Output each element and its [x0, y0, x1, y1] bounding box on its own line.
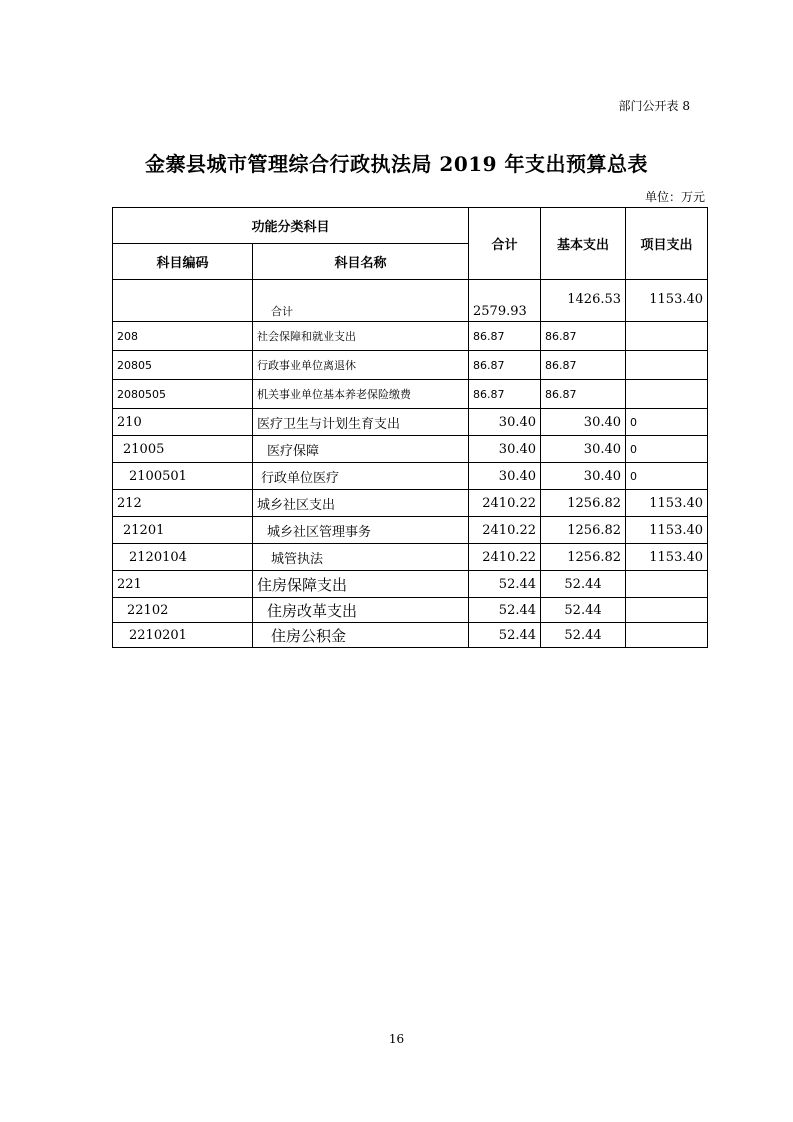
- table-row: [113, 490, 708, 517]
- page-title: 金寨县城市管理综合行政执法局 2019 年支出预算总表: [144, 152, 649, 176]
- row-code: 2080505: [113, 380, 253, 409]
- row-basic: 30.40: [541, 463, 626, 490]
- row-name: 城乡社区管理事务: [253, 517, 469, 544]
- row-basic: 1256.82: [541, 544, 626, 571]
- row-name: 机关事业单位基本养老保险缴费: [253, 380, 469, 409]
- row-basic: 86.87: [541, 380, 626, 409]
- row-total: 52.44: [469, 623, 541, 648]
- row-name: 社会保障和就业支出: [253, 322, 469, 351]
- form-number: 部门公开表 8: [618, 99, 690, 113]
- row-total: 30.40: [469, 436, 541, 463]
- row-basic: 86.87: [541, 322, 626, 351]
- header-project: 项目支出: [626, 208, 708, 280]
- row-code: 208: [113, 322, 253, 351]
- row-name: 医疗卫生与计划生育支出: [253, 409, 469, 436]
- total-total: 2579.93: [469, 280, 541, 322]
- table-row: [113, 351, 708, 380]
- table-row: [113, 463, 708, 490]
- row-code: 2210201: [113, 623, 253, 648]
- header-category: 功能分类科目: [113, 208, 469, 244]
- row-code: 2100501: [113, 463, 253, 490]
- row-project: [626, 380, 708, 409]
- table-row: [113, 436, 708, 463]
- row-project: [626, 571, 708, 598]
- row-total: 86.87: [469, 322, 541, 351]
- header-code: 科目编码: [113, 244, 253, 280]
- row-total: 2410.22: [469, 544, 541, 571]
- row-project: [626, 623, 708, 648]
- table-row: [113, 544, 708, 571]
- row-project: [626, 598, 708, 623]
- row-code: 21201: [113, 517, 253, 544]
- table-row: [113, 598, 708, 623]
- row-project: 0: [626, 409, 708, 436]
- unit-label: 单位：万元: [644, 190, 705, 204]
- row-total: 2410.22: [469, 490, 541, 517]
- row-name: 住房改革支出: [253, 598, 469, 623]
- row-code: 2120104: [113, 544, 253, 571]
- row-total: 2410.22: [469, 517, 541, 544]
- row-project: 1153.40: [626, 517, 708, 544]
- total-row: [113, 280, 708, 322]
- header-total: 合计: [469, 208, 541, 280]
- total-project: 1153.40: [626, 280, 708, 322]
- total-code-cell: [113, 280, 253, 322]
- table-row: [113, 623, 708, 648]
- row-basic: 1256.82: [541, 517, 626, 544]
- row-name: 行政事业单位离退休: [253, 351, 469, 380]
- row-project: 1153.40: [626, 544, 708, 571]
- row-code: 21005: [113, 436, 253, 463]
- table-row: [113, 517, 708, 544]
- row-name: 城管执法: [253, 544, 469, 571]
- total-label: 合计: [253, 280, 469, 322]
- table-row: [113, 322, 708, 351]
- row-basic: 30.40: [541, 409, 626, 436]
- row-total: 86.87: [469, 380, 541, 409]
- row-basic: 52.44: [541, 598, 626, 623]
- row-total: 30.40: [469, 409, 541, 436]
- row-code: 22102: [113, 598, 253, 623]
- total-basic: 1426.53: [541, 280, 626, 322]
- row-code: 210: [113, 409, 253, 436]
- page-number: 16: [388, 1032, 405, 1046]
- table-row: [113, 380, 708, 409]
- row-total: 86.87: [469, 351, 541, 380]
- row-project: 0: [626, 463, 708, 490]
- row-code: 20805: [113, 351, 253, 380]
- row-name: 住房公积金: [253, 623, 469, 648]
- row-total: 52.44: [469, 571, 541, 598]
- row-basic: 86.87: [541, 351, 626, 380]
- row-name: 行政单位医疗: [253, 463, 469, 490]
- row-basic: 30.40: [541, 436, 626, 463]
- row-project: 1153.40: [626, 490, 708, 517]
- row-basic: 1256.82: [541, 490, 626, 517]
- row-name: 住房保障支出: [253, 571, 469, 598]
- row-basic: 52.44: [541, 623, 626, 648]
- row-basic: 52.44: [541, 571, 626, 598]
- row-total: 52.44: [469, 598, 541, 623]
- table-row: [113, 409, 708, 436]
- budget-table: [112, 207, 708, 648]
- row-project: [626, 351, 708, 380]
- row-name: 城乡社区支出: [253, 490, 469, 517]
- header-name: 科目名称: [253, 244, 469, 280]
- row-total: 30.40: [469, 463, 541, 490]
- row-code: 212: [113, 490, 253, 517]
- row-name: 医疗保障: [253, 436, 469, 463]
- table-row: [113, 571, 708, 598]
- row-code: 221: [113, 571, 253, 598]
- row-project: 0: [626, 436, 708, 463]
- header-basic: 基本支出: [541, 208, 626, 280]
- row-project: [626, 322, 708, 351]
